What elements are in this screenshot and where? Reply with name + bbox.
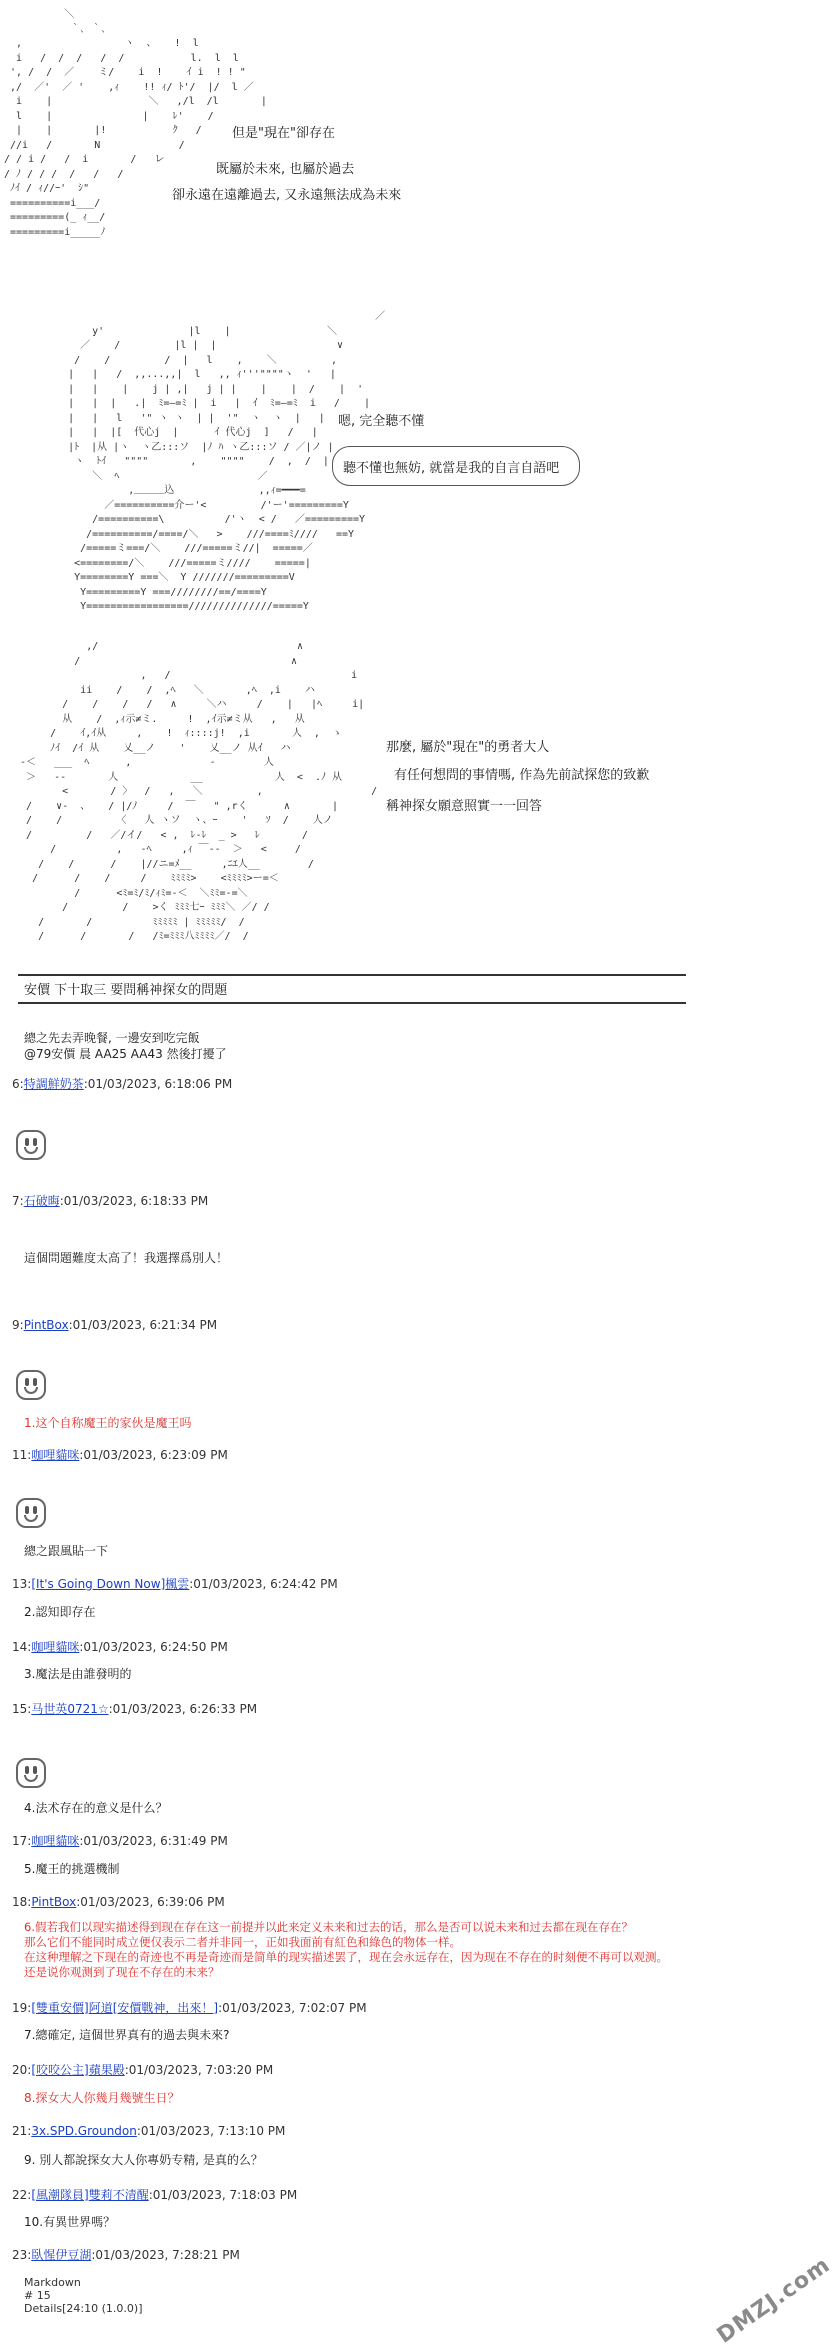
post-body: 6.假若我们以现实描述得到现在存在这一前提并以此来定义未来和过去的话，那么是否可以说未来和过去都在现在存在？ 那么它们不能同时成立便仅表示二者并非同一，正如我面前有紅色和綠色的物体一样。 在这种理解之下现在的奇迹也不再是奇迹而是简单的现实描述罢了，现在会永远存在，因为现在不存在的时刻便不再可以观测。 还是说你观测到了现在不存在的未来？ [24,1920,668,1979]
smiley-face-icon [16,1370,46,1400]
post-header: 21:3x.SPD.Groundon:01/03/2023, 7:13:10 PM [12,2124,286,2138]
post-body: 3.魔法是由誰發明的 [24,1667,132,1681]
intro-line: @79安價 晨 AA25 AA43 然後打擾了 [24,1047,227,1061]
post-author-link[interactable]: [It's Going Down Now] [31,1577,166,1591]
footer-meta [24,2276,143,2315]
post-body: 9. 別人都說探女大人你專奶专精, 是真的么？ [24,2153,263,2167]
ascii-art-scene-2: ／ y' |l | ＼ ／ / |l | | ∨ / / / | l , ＼ , | | / ,,...,,| l ,, ｨ'''""""ヽ ' | | | | j | ,| j | | | | / | ' | | | .| ﾐ=―=ﾐ | i | ｲ ﾐ=―=ﾐ i / | | | l '" ヽ ヽ | | '" ヽ ヽ | | | | |[ 代心j | ｲ 代心j ] / | |ﾄ |从 |ヽ ヽ乙:::ソ |ﾉ ﾊ ヽ乙:::ソ / ／|ノ | ヽ ﾄｲ """" , """" / , / | ＼ ﾍ ／ ,＿＿＿込 ,,ｨ=━━━= ／==========介ー'< /'ー'=========Y /==========\ /'ヽ < / ／=========Y /==========/====/＼ > ///====ﾐ//// ==Y /=====ミ===/＼ ///=====ミ//| =====／ <========/＼ ///=====ミ//// =====| Y========Y ===＼ Y ///////=========V Y=========Y ===////////==/====Y Y=================//////////////=====Y [68,311,386,612]
speech-bubble-text: 聽不懂也無妨, 就當是我的自言自語吧 [343,461,560,476]
footer-line: Markdown [24,2276,81,2289]
post-header: 22:[風潮隊員]雙莉不清醒:01/03/2023, 7:18:03 PM [12,2188,298,2202]
footer-line: # 15 [24,2289,51,2302]
post-author-link[interactable]: 咖哩貓咪 [31,1834,80,1848]
dialogue-line: 既屬於未來, 也屬於過去 [216,162,355,177]
separator [18,1002,686,1004]
separator [18,974,686,976]
post-body: 10.有異世界嗎？ [24,2215,116,2229]
dialogue-line: 那麼, 屬於"現在"的勇者大人 [386,740,550,755]
post-body: 7.總確定, 這個世界真有的過去與未來? [24,2028,230,2042]
dialogue-line: 嗯, 完全聽不懂 [338,414,425,429]
post-body: 4.法术存在的意义是什么？ [24,1801,168,1815]
post-author-link[interactable]: 马世英0721☆ [31,1702,109,1716]
site-watermark: DMZJ.com [712,2252,835,2349]
post-header: 11:咖哩貓咪:01/03/2023, 6:23:09 PM [12,1448,228,1462]
post-body: 總之跟風貼一下 [24,1544,109,1558]
post-body: 1.这个自称魔王的家伙是魔王吗 [24,1416,192,1430]
post-header: 15:马世英0721☆:01/03/2023, 6:26:33 PM [12,1702,258,1716]
post-author-link[interactable]: 雙莉不清醒 [88,2188,149,2202]
post-author-link[interactable]: 阿道 [88,2001,113,2015]
post-header: 20:[咬咬公主]蘋果殿:01/03/2023, 7:03:20 PM [12,2063,274,2077]
post-author-link[interactable]: 楓雲 [165,1577,190,1591]
post-author-link[interactable]: 特調鮮奶茶 [23,1077,84,1091]
post-header: 7:石破晦:01/03/2023, 6:18:33 PM [12,1194,209,1208]
smiley-face-icon [16,1758,46,1788]
post-author-link[interactable]: 臥惺伊豆湖 [31,2248,92,2262]
post-author-link[interactable]: 咖哩貓咪 [31,1448,80,1462]
post-header: 19:[雙重安價]阿道[安價戰神，出來！]:01/03/2023, 7:02:07 PM [12,2001,367,2015]
dialogue-line: 稱神探女願意照實一一回答 [386,799,543,814]
post-header: 6:特調鮮奶茶:01/03/2023, 6:18:06 PM [12,1077,233,1091]
smiley-face-icon [16,1130,46,1160]
post-body: 5.魔王的挑選機制 [24,1862,120,1876]
section-title: 安價 下十取三 要問稱神探女的問題 [24,983,228,998]
post-body: 8.探女大人你幾月幾號生日？ [24,2091,180,2105]
post-header: 17:咖哩貓咪:01/03/2023, 6:31:49 PM [12,1834,228,1848]
post-header: 9:PintBox:01/03/2023, 6:21:34 PM [12,1318,218,1332]
post-author-link[interactable]: PintBox [23,1318,69,1332]
post-body: 這個問題難度太高了！我選擇爲別人！ [24,1251,229,1265]
post-author-link[interactable]: [安價戰神，出來！] [112,2001,219,2015]
post-author-link[interactable]: [雙重安價] [31,2001,89,2015]
dialogue-line: 卻永遠在遠離過去, 又永遠無法成為未來 [172,188,402,203]
footer-line: Details[24:10 (1.0.0)] [24,2302,143,2315]
intro-line: 總之先去弄晚餐, 一邊安到吃完飯 [24,1031,200,1045]
post-author-link[interactable]: 石破晦 [23,1194,60,1208]
post-author-link[interactable]: PintBox [31,1895,77,1909]
post-author-link[interactable]: [風潮隊員] [31,2188,89,2202]
post-author-link[interactable]: 咖哩貓咪 [31,1640,80,1654]
ascii-art-scene-3: ,/ ∧ / ∧ , / i ii / / ,ﾍ ＼ ,ﾍ ,i ハ / / / / ∧ ＼ハ / | |ﾍ i| 从 / ,ｨ示≠ミ. ! ,ｲ示≠ミ从 , 从 / ｲ,ｲ从 , ! ｨ::::j! ,i 人 , ゝ ﾉｲ /ｲ 从 乂__ノ ' 乂__ノ 从ｲ ハ -＜ ___ ﾍ , ‐ 人 ＞ -‐ 人 __ 人 < .ﾉ 从 < / 〉 / , ＼ , / / ∨- 、 / |/ﾉ / ￣ " ,rく ∧ | / / 〈 人 ヽソ ヽ、ｰ ' ｿ / 人ノ / / ／/イ/ < , ﾚ-ﾚ _ > ﾚ / / , ‐ﾍ ,ｨ ￣-‐ ＞ < / / / / |//ニ=ﾒ__ ,ﾆｴ人__ / / / / / ﾐﾐﾐﾐ> <ﾐﾐﾐﾐ>ー=＜ / <ﾐ=ﾐ/ﾐ/ｨﾐ=-＜ ＼ﾐﾐ=-=＼ / / >く ﾐﾐﾐ七ｰ ﾐﾐﾐ＼ ／/ / / / ﾐﾐﾐﾐﾐ | ﾐﾐﾐﾐﾐ/ / / / / /ﾐ=ﾐﾐﾐ八ﾐﾐﾐﾐ／/ / [20,641,378,942]
dialogue-line: 但是"現在"卻存在 [232,126,335,141]
post-body: 2.認知即存在 [24,1605,96,1619]
ascii-art-scene-1: ＼ ｀､ ｀､ , ヽ 、 ! l i / / / / / l. l l ', / / ／ ミ/ i ! ｲ i ! ! " ,/ ／' ／ ' ,ｨ !! ｨ/ ﾄ'/ |/ l ／ i | ＼ ,/l /l | l | | ﾚ' / | | |! ｸ / //i / N / / / i / / i / レ / ﾉ / / / / / / ﾉｲ / ｨ//ｰ' ｼ" ==========i___/ =========(_ ｨ__/ =========i_____ﾉ [4,9,267,238]
post-header: 18:PintBox:01/03/2023, 6:39:06 PM [12,1895,225,1909]
speech-bubble [332,446,580,486]
smiley-face-icon [16,1498,46,1528]
dialogue-line: 有任何想問的事情嗎, 作為先前試探您的致歉 [394,768,650,783]
post-header: 13:[It's Going Down Now]楓雲:01/03/2023, 6:24:42 PM [12,1577,338,1591]
post-author-link[interactable]: 3x.SPD.Groundon [31,2124,137,2138]
post-author-link[interactable]: 蘋果殿 [88,2063,125,2077]
post-header: 23:臥惺伊豆湖:01/03/2023, 7:28:21 PM [12,2248,240,2262]
post-author-link[interactable]: [咬咬公主] [31,2063,89,2077]
post-header: 14:咖哩貓咪:01/03/2023, 6:24:50 PM [12,1640,228,1654]
